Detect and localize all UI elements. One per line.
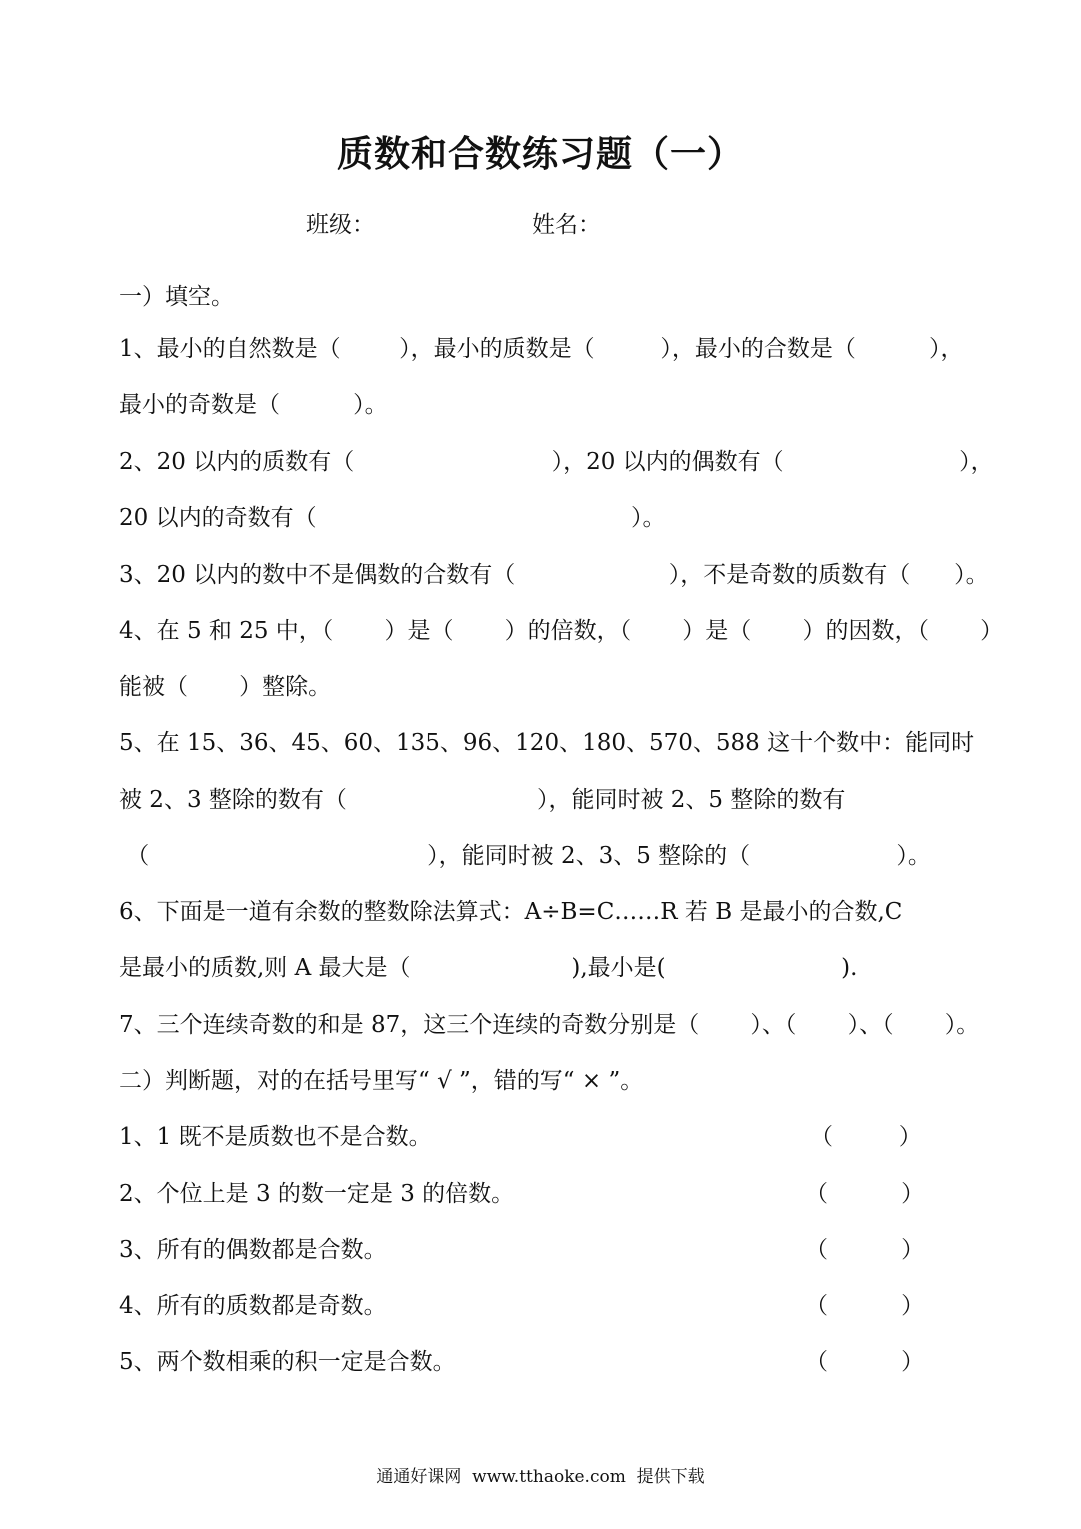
- question-line: （ ），能同时被 2、3、5 整除的（ ）。: [119, 843, 931, 869]
- judgment-item: 2、个位上是 3 的数一定是 3 的倍数。: [119, 1181, 515, 1207]
- question-line: 5、在 15、36、45、60、135、96、120、180、570、588 这十个数中：能同时: [119, 730, 975, 756]
- class-label: 班级：: [306, 212, 375, 238]
- question-line: 6、下面是一道有余数的整数除法算式：A÷B=C……R 若 B 是最小的合数,C: [119, 899, 903, 925]
- question-line: 能被（ ）整除。: [119, 674, 332, 700]
- question-line: 4、在 5 和 25 中，（ ）是（ ）的倍数，（ ）是（ ）的因数，（ ）: [119, 618, 1004, 644]
- judgment-item: 3、所有的偶数都是合数。: [119, 1237, 387, 1263]
- section2-heading: 二）判断题，对的在括号里写“ √ ”，错的写“ × ”。: [119, 1068, 644, 1094]
- question-line: 20 以内的奇数有（ ）。: [119, 505, 666, 531]
- question-line: 3、20 以内的数中不是偶数的合数有（ ），不是奇数的质数有（ ）。: [119, 562, 989, 588]
- footer-credit: 通通好课网 www.tthaoke.com 提供下载: [376, 1467, 705, 1487]
- section1-heading: 一）填空。: [119, 284, 234, 310]
- question-line: 最小的奇数是（ ）。: [119, 392, 388, 418]
- question-line: 7、三个连续奇数的和是 87，这三个连续的奇数分别是（ ）、（ ）、（ ）。: [119, 1012, 980, 1038]
- judgment-item: 4、所有的质数都是奇数。: [119, 1293, 387, 1319]
- page-title: 质数和合数练习题（一）: [336, 133, 744, 175]
- judgment-item: 1、1 既不是质数也不是合数。: [119, 1124, 432, 1150]
- question-line: 被 2、3 整除的数有（ ），能同时被 2、5 整除的数有: [119, 787, 846, 813]
- answer-blank: （ ）: [805, 1237, 925, 1263]
- answer-blank: （ ）: [805, 1181, 925, 1207]
- question-line: 1、最小的自然数是（ ），最小的质数是（ ），最小的合数是（ ），: [119, 336, 964, 362]
- answer-blank: （ ）: [805, 1349, 925, 1375]
- answer-blank: （ ）: [805, 1293, 925, 1319]
- judgment-item: 5、两个数相乘的积一定是合数。: [119, 1349, 456, 1375]
- question-line: 是最小的质数,则 A 最大是（ ),最小是( ).: [119, 955, 858, 981]
- name-label: 姓名：: [532, 212, 601, 238]
- answer-blank: （ ）: [810, 1124, 922, 1150]
- question-line: 2、20 以内的质数有（ ），20 以内的偶数有（ ），: [119, 449, 994, 475]
